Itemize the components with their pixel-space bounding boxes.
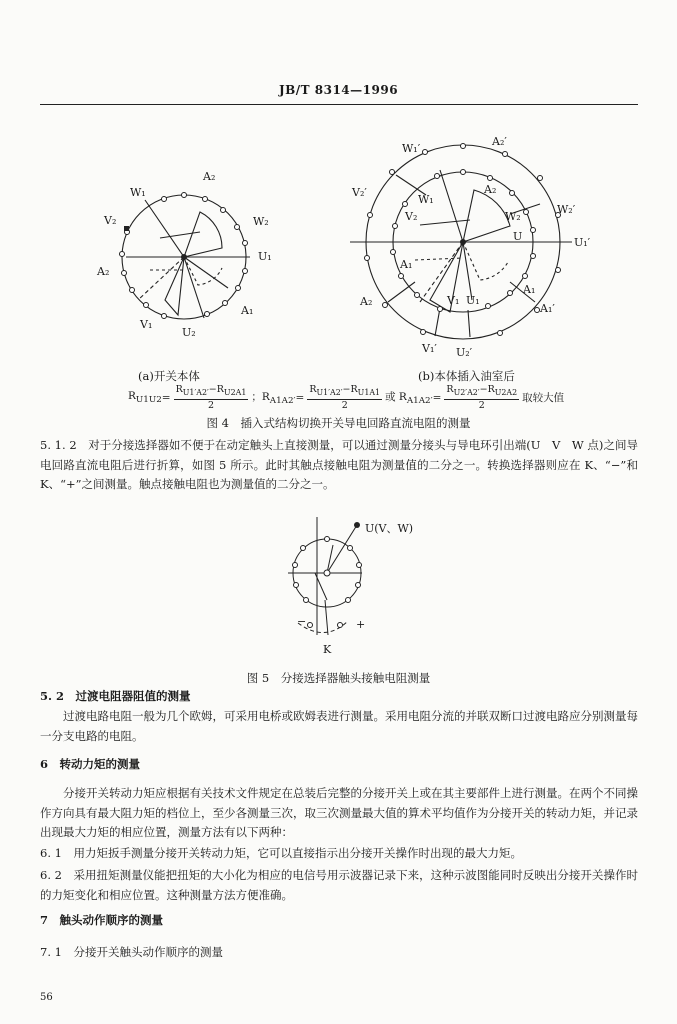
document-header: JB/T 8314—1996	[278, 83, 399, 97]
figure-4b-subcaption: (b)本体插入油室后	[418, 369, 515, 383]
paragraph-6-2: 6. 2 采用扭矩测量仪能把扭矩的大小化为相应的电信号用示波器记录下来，这种示波图能同时反映出分接开关操作时的力矩变化和相应位置。这种测量方法方便准确。	[40, 868, 638, 902]
label-minus: −	[297, 615, 307, 628]
label-u1-inner: U₁	[466, 294, 480, 307]
label-v2-inner: V₂	[405, 210, 418, 223]
label-v2-prime: V₂′	[352, 186, 367, 199]
figure-4-formula: $R_{U1U2}$ = $\frac{R_{U1'A2'}-R_{U2A1}}{2}$ ；$R_{A1A2'}$ = $\frac{R_{U1'A2'}-R_{U1A1}}{2}$ 或 $R_{A1A2'}$ = $\frac{R_{U2'A2'}-R_{U2A2}}{2}$ 取较大值	[128, 384, 565, 411]
label-uvw: U(V、W)	[365, 522, 414, 535]
figure-4-diagram	[0, 0, 677, 420]
label-w2-inner: W₂	[505, 210, 521, 223]
paragraph-6: 分接开关转动力矩应根据有关技术文件规定在总装后完整的分接开关上或在其主要部件上进行测量。在两个不同操作方向具有最大阻力矩的档位上，至少各测量三次，取三次测量最大值的算术平均值作为分接开关的转动力矩，并记录出现最大力矩的相应位置，测量方法有以下两种：	[40, 786, 638, 839]
label-a1: A₁	[241, 304, 254, 317]
figure-4-caption: 图 4 插入式结构切换开关导电回路直流电阻的测量	[206, 416, 471, 430]
figure-4a-circle	[122, 195, 250, 319]
label-w2: W₂	[253, 215, 269, 228]
label-w1: W₁	[130, 186, 146, 199]
label-a2-outer: A₂	[360, 295, 373, 308]
label-u2-prime: U₂′	[456, 346, 473, 359]
label-u1: U₁	[258, 250, 272, 263]
figure-5-caption: 图 5 分接选择器触头接触电阻测量	[246, 671, 431, 685]
paragraph-5-2: 过渡电路电阻一般为几个欧姆，可采用电桥或欧姆表进行测量。采用电阻分流的并联双断口过渡电路应分别测量每一分支电路的电阻。	[40, 709, 638, 743]
label-v1: V₁	[140, 318, 153, 331]
formula-fraction-3: $\frac{R_{U2'A2'}-R_{U2A2}}{2}$	[446, 384, 518, 411]
formula-fraction-1: $\frac{R_{U1'A2'}-R_{U2A1}}{2}$	[175, 384, 247, 411]
v2-contact-marker	[124, 226, 129, 231]
label-w2-prime: W₂′	[557, 203, 576, 216]
heading-7: 7 触头动作顺序的测量	[40, 913, 164, 927]
figure-4a-subcaption: (a)开关本体	[138, 369, 200, 383]
formula-r-lhs1: $R_{U1U2}$	[128, 390, 162, 406]
paragraph-5-1-2: 5. 1. 2 对于分接选择器如不便于在动定触头上直接测量，可以通过测量分接头与导电环引出端(U V W 点)之间导电回路直流电阻后进行折算，如图 5 所示。此时其触点接触电阻为测量值的二分之一。转换选择器则应在 K、“−”和 K、“+”之间测量。触点接触电阻也为测量值的二分之一。	[40, 438, 638, 491]
heading-7-1: 7. 1 分接开关触头动作顺序的测量	[40, 945, 223, 959]
label-a1-inner: A₁	[400, 258, 413, 271]
label-v1-prime: V₁′	[422, 342, 437, 355]
label-a2-prime: A₂′	[492, 135, 507, 148]
label-w1-inner: W₁	[418, 193, 434, 206]
label-v2: V₂	[104, 214, 117, 227]
label-k: K	[323, 643, 332, 656]
label-v1-inner: V₁	[447, 294, 460, 307]
label-a1-prime: A₁′	[540, 302, 555, 315]
heading-6: 6 转动力矩的测量	[40, 757, 141, 771]
page-number: 56	[40, 992, 53, 1003]
label-w1-prime: W₁′	[402, 142, 421, 155]
formula-fraction-2: $\frac{R_{U1'A2'}-R_{U1A1}}{2}$	[309, 384, 381, 411]
label-a2-inner: A₂	[484, 183, 497, 196]
label-a2: A₂	[203, 170, 216, 183]
heading-5-2: 5. 2 过渡电阻器阻值的测量	[40, 689, 191, 703]
label-a1-mid: A₁	[523, 283, 536, 296]
label-u1-prime: U₁′	[574, 236, 591, 249]
label-a2-lower: A₂	[97, 265, 110, 278]
label-u: U	[513, 230, 523, 243]
label-plus: +	[356, 618, 366, 631]
label-u2: U₂	[182, 326, 196, 339]
paragraph-6-1: 6. 1 用力矩扳手测量分接开关转动力矩，它可以直接指示出分接开关操作时出现的最大力矩。	[40, 846, 522, 860]
